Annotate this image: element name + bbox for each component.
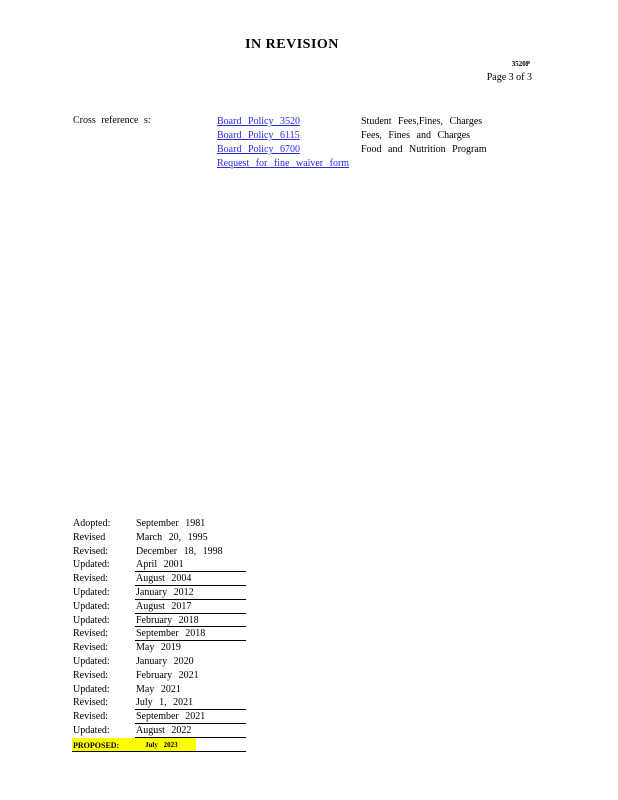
history-label: Revised: [73,573,108,585]
history-date: September 2021 [136,711,206,723]
history-date: January 2020 [136,655,194,667]
history-label: Revised: [73,628,108,640]
history-date: September 1981 [136,518,206,529]
page-title: IN REVISION [245,37,339,52]
history-label: Updated: [73,683,110,695]
desc-fees-fines: Fees, Fines and Charges [361,130,471,141]
link-board-policy-6700[interactable]: Board Policy 6700 [217,144,300,155]
history-row-proposed [72,738,246,752]
history-row [72,696,246,710]
history-row [72,641,246,655]
cross-reference-label: Cross reference s: [73,115,151,126]
history-label: Updated: [73,724,110,736]
history-row [72,600,246,614]
history-row [72,683,246,697]
history-label: Revised [73,531,106,543]
desc-student-fees: Student Fees,Fines, Charges [361,116,483,127]
history-date: August 2004 [136,573,192,585]
history-date: September 2018 [136,628,206,640]
link-board-policy-6115[interactable]: Board Policy 6115 [217,130,300,141]
history-label: Adopted: [73,518,111,529]
history-date: August 2017 [136,600,192,612]
link-fine-waiver-form[interactable]: Request for fine waiver form [217,158,350,169]
link-board-policy-3520[interactable]: Board Policy 3520 [217,116,300,127]
history-label: Revised: [73,711,108,723]
history-date: March 20, 1995 [136,531,208,543]
policy-code: 3520P [511,60,530,68]
history-date: May 2021 [136,683,181,695]
history-row [72,572,246,586]
history-label: Revised: [73,669,108,681]
proposed-label: PROPOSED: [73,740,120,750]
history-row [72,545,246,559]
history-date: February 2018 [136,614,199,626]
history-date: July 1, 2021 [136,697,194,709]
history-row [72,586,246,600]
history-row [72,558,246,572]
history-label: Revised: [73,697,108,709]
revision-history [72,517,246,752]
history-date: January 2012 [136,586,194,598]
history-row [72,531,246,545]
proposed-date: July 2023 [145,740,178,749]
history-row [72,627,246,641]
cross-reference-descriptions [361,115,487,157]
page-number: Page 3 of 3 [486,72,532,83]
history-row [72,669,246,683]
history-row [72,614,246,628]
history-date: February 2021 [136,669,199,681]
history-label: Revised: [73,545,108,557]
history-row [72,517,246,531]
desc-food-nutrition: Food and Nutrition Program [361,144,487,155]
history-label: Updated: [73,586,110,598]
history-label: Updated: [73,614,110,626]
history-label: Updated: [73,600,110,612]
history-date: August 2022 [136,724,192,736]
history-label: Revised: [73,642,108,654]
history-label: Updated: [73,559,110,571]
cross-reference-links [217,115,349,171]
history-row [72,724,246,738]
history-row [72,710,246,724]
history-date: April 2001 [136,559,184,571]
history-date: December 18, 1998 [136,545,223,557]
history-label: Updated: [73,655,110,667]
history-date: May 2019 [136,642,181,654]
history-row [72,655,246,669]
